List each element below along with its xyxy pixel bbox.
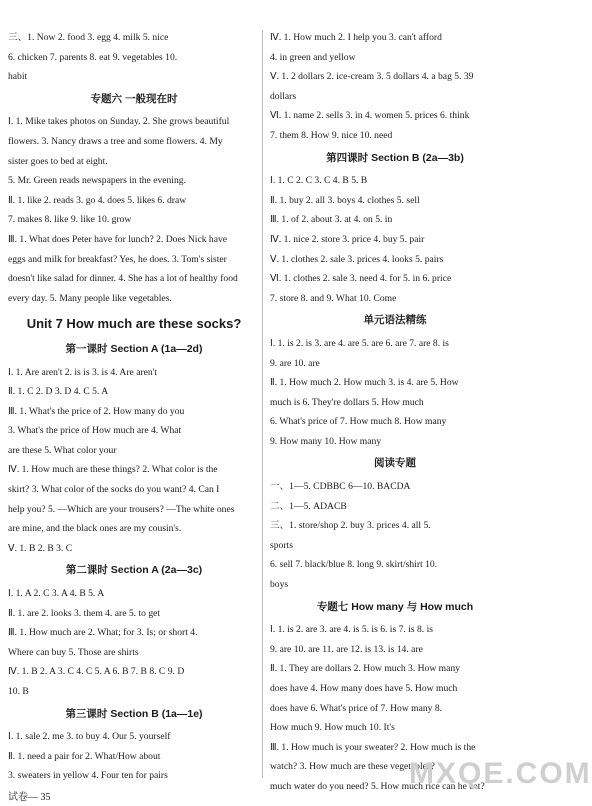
answer-line: does have 4. How many does have 5. How much	[270, 683, 458, 694]
answer-line: Ⅳ. 1. How much 2. I help you 3. can't afford	[270, 32, 442, 43]
answer-line: doesn't like salad for dinner. 4. She has a lot of healthy food	[8, 273, 238, 285]
answer-line: Ⅳ. 1. B 2. A 3. C 4. C 5. A 6. B 7. B 8. C 9. D	[8, 666, 185, 678]
answer-line: Ⅰ. 1. Are aren't 2. is is 3. is 4. Are aren't	[8, 366, 158, 378]
left-column	[8, 28, 260, 786]
answer-line: Ⅴ. 1. B 2. B 3. C	[8, 542, 73, 554]
answer-line: 10. B	[8, 686, 29, 697]
answer-line: 6. chicken 7. parents 8. eat 9. vegetables 10.	[8, 51, 178, 63]
right-column	[270, 28, 520, 797]
answer-line: much is 6. They're dollars 5. How much	[270, 396, 424, 408]
answer-line: does have 6. What's price of 7. How many 8.	[270, 702, 443, 714]
answer-line: Ⅲ. 1. of 2. about 3. at 4. on 5. in	[270, 214, 393, 226]
answer-line: 9. How many 10. How many	[270, 435, 382, 447]
answer-line: Ⅱ. 1. are 2. looks 3. them 4. are 5. to get	[8, 607, 161, 619]
answer-line: 4. in green and yellow	[270, 51, 356, 63]
section-title: 第一课时 Section A (1a—2d)	[65, 342, 203, 355]
answer-line: sports	[270, 539, 293, 551]
answer-line: 7. them 8. How 9. nice 10. need	[270, 129, 393, 141]
answer-line: dollars	[270, 90, 297, 102]
answer-line: are these 5. What color your	[8, 444, 117, 456]
answer-line: 3. sweaters in yellow 4. Four ten for pairs	[8, 770, 168, 782]
answer-line: Ⅲ. 1. What's the price of 2. How many do you	[8, 405, 185, 417]
answer-line: Ⅲ. 1. How much is your sweater? 2. How much is the	[270, 741, 476, 753]
answer-line: Ⅱ. 1. They are dollars 2. How much 3. How many	[270, 663, 460, 675]
answer-line: Ⅱ. 1. C 2. D 3. D 4. C 5. A	[8, 386, 109, 398]
unit-title: Unit 7 How much are these socks?	[26, 316, 242, 332]
watermark-logo: MXQE.COM	[409, 757, 592, 790]
answer-line: Ⅰ. 1. C 2. C 3. C 4. B 5. B	[270, 175, 368, 187]
answer-line: 二、1—5. ADACB	[270, 500, 347, 512]
answer-line: 6. What's price of 7. How much 8. How many	[270, 416, 447, 428]
section-title: 第三课时 Section B (1a—1e)	[65, 707, 203, 720]
page-number: 试卷— 35	[8, 792, 51, 803]
column-divider	[262, 30, 263, 778]
answer-line: Ⅰ. 1. A 2. C 3. A 4. B 5. A	[8, 588, 105, 600]
answer-line: 9. are 10. are 11. are 12. is 13. is 14. are	[270, 643, 423, 655]
answer-line: boys	[270, 579, 289, 591]
answer-line: Ⅱ. 1. buy 2. all 3. boys 4. clothes 5. sell	[270, 194, 420, 206]
answer-line: sister goes to bed at eight.	[8, 155, 108, 167]
answer-line: Ⅱ. 1. need a pair for 2. What/How about	[8, 750, 161, 762]
section-title: 单元语法精练	[363, 314, 427, 327]
answer-line: 7. makes 8. like 9. like 10. grow	[8, 214, 132, 226]
answer-line: are mine, and the black ones are my cousin's.	[8, 523, 182, 535]
answer-line: Ⅲ. 1. What does Peter have for lunch? 2. Does Nick have	[8, 233, 228, 245]
answer-line: Ⅲ. 1. How much are 2. What; for 3. Is; or short 4.	[8, 627, 198, 639]
answer-line: Ⅱ. 1. How much 2. How much 3. is 4. are 5. How	[270, 377, 459, 389]
section-title: 专题六 一般现在时	[90, 92, 178, 105]
section-title: 阅读专题	[374, 457, 416, 470]
answer-line: Ⅴ. 1. 2 dollars 2. ice-cream 3. 5 dollars 4. a bag 5. 39	[270, 71, 474, 83]
answer-line: Ⅳ. 1. nice 2. store 3. price 4. buy 5. pair	[270, 233, 425, 245]
answer-line: 三、1. Now 2. food 3. egg 4. milk 5. nice	[8, 32, 169, 43]
answer-line: Where can buy 5. Those are shirts	[8, 646, 139, 658]
answer-line: Ⅱ. 1. like 2. reads 3. go 4. does 5. likes 6. draw	[8, 194, 187, 206]
answer-line: habit	[8, 71, 28, 83]
answer-line: Ⅵ. 1. name 2. sells 3. in 4. women 5. prices 6. think	[270, 110, 470, 122]
answer-line: 3. What's the price of How much are 4. What	[8, 425, 182, 437]
answer-line: 7. store 8. and 9. What 10. Come	[270, 292, 397, 304]
answer-line: 6. sell 7. black/blue 8. long 9. skirt/shirt 10.	[270, 559, 438, 571]
answer-line: Ⅰ. 1. sale 2. me 3. to buy 4. Our 5. yourself	[8, 731, 171, 743]
answer-line: skirt? 3. What color of the socks do you want? 4. Can I	[8, 484, 220, 496]
answer-line: Ⅳ. 1. How much are these things? 2. What color is the	[8, 464, 218, 476]
answer-line: much water do you need? 5. How much rice can he eat?	[270, 780, 485, 792]
answer-line: How much 9. How much 10. It's	[270, 722, 395, 734]
section-title: 第四课时 Section B (2a—3b)	[326, 151, 464, 164]
answer-line: every day. 5. Many people like vegetables.	[8, 292, 172, 304]
answer-line: Ⅵ. 1. clothes 2. sale 3. need 4. for 5. in 6. price	[270, 273, 452, 285]
answer-line: Ⅰ. 1. is 2. is 3. are 4. are 5. are 6. are 7. are 8. is	[270, 337, 449, 349]
answer-line: 一、1—5. CDBBC 6—10. BACDA	[270, 481, 411, 493]
answer-line: Ⅰ. 1. Mike takes photos on Sunday. 2. She grows beautiful	[8, 116, 230, 128]
answer-line: Ⅰ. 1. is 2. are 3. are 4. is 5. is 6. is 7. is 8. is	[270, 624, 433, 636]
answer-line: watch? 3. How much are these vegetables?	[270, 761, 435, 773]
answer-line: flowers. 3. Nancy draws a tree and some flowers. 4. My	[8, 135, 223, 147]
answer-line: 9. are 10. are	[270, 357, 320, 369]
section-title: 第二课时 Section A (2a—3c)	[65, 564, 203, 577]
answer-line: eggs and milk for breakfast? Yes, he does. 3. Tom's sister	[8, 253, 227, 265]
section-title: 专题七 How many 与 How much	[316, 600, 474, 613]
answer-line: 三、1. store/shop 2. buy 3. prices 4. all 5.	[270, 520, 431, 532]
answer-line: Ⅴ. 1. clothes 2. sale 3. prices 4. looks 5. pairs	[270, 253, 444, 265]
answer-line: 5. Mr. Green reads newspapers in the evening.	[8, 175, 186, 187]
answer-line: help you? 5. —Which are your trousers? —The white ones	[8, 503, 235, 515]
